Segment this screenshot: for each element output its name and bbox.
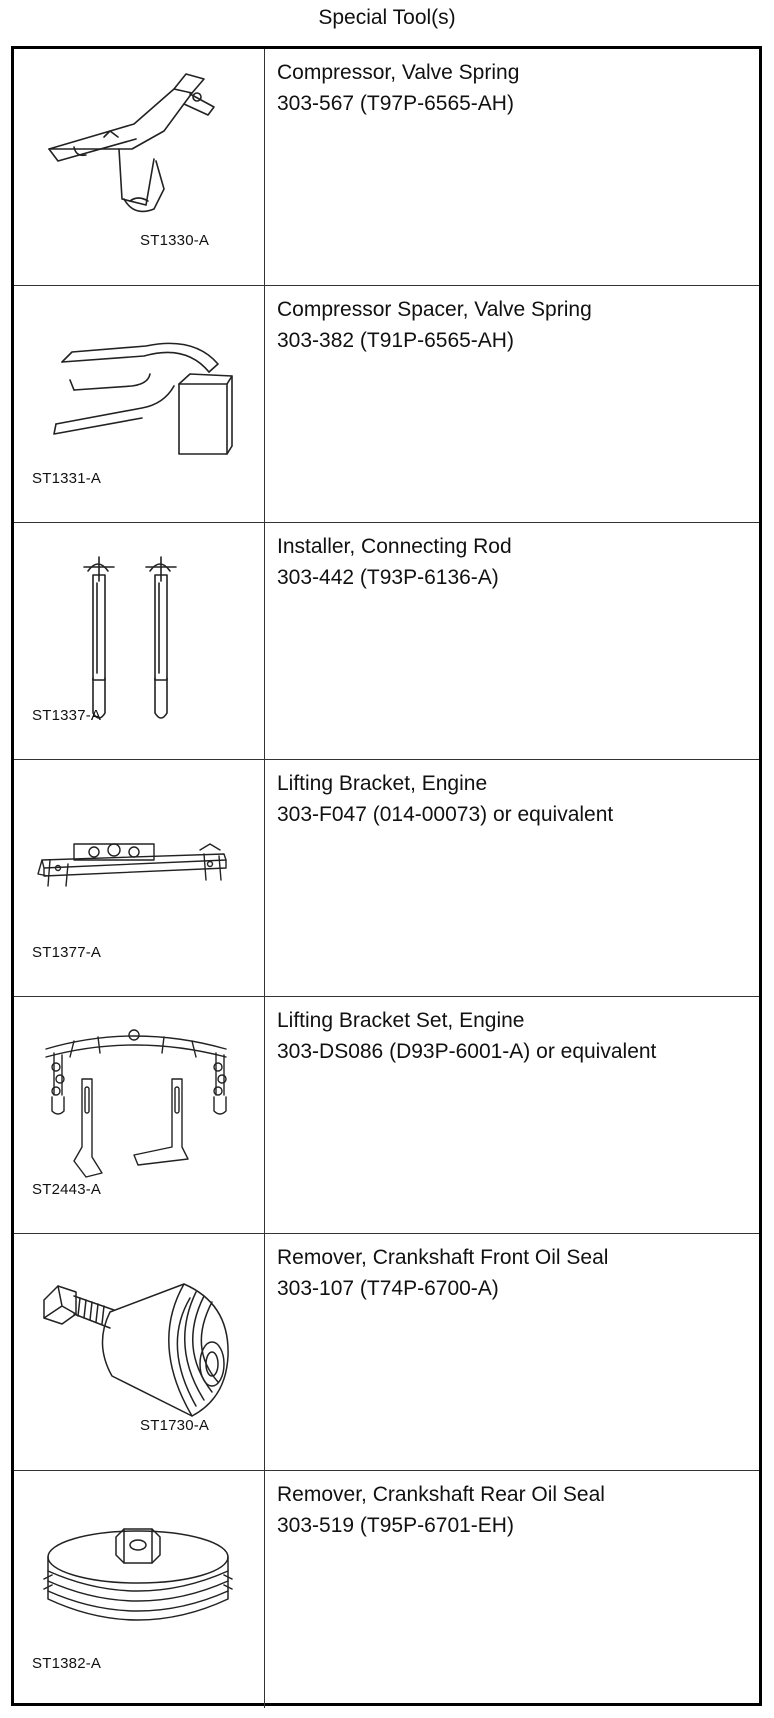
table-row (14, 760, 759, 997)
connecting-rod-installer-illustration (14, 523, 265, 760)
tool-image-code: ST1331-A (32, 470, 102, 487)
tool-description (277, 294, 757, 356)
tool-name: Installer, Connecting Rod (277, 535, 512, 558)
tool-part-number: 303-519 (T95P-6701-EH) (277, 1514, 514, 1537)
valve-spring-compressor-illustration (14, 49, 265, 286)
tool-part-number: 303-107 (T74P-6700-A) (277, 1277, 499, 1300)
table-row (14, 1234, 759, 1471)
tool-image-code: ST1377-A (32, 944, 102, 961)
tool-part-number: 303-F047 (014-00073) or equivalent (277, 803, 614, 826)
tool-name: Remover, Crankshaft Rear Oil Seal (277, 1483, 605, 1506)
engine-lifting-bracket-set-illustration (14, 997, 265, 1234)
tool-description (277, 1479, 757, 1541)
tool-part-number: 303-567 (T97P-6565-AH) (277, 92, 514, 115)
tool-image-cell (14, 1471, 265, 1708)
page-title: Special Tool(s) (318, 6, 456, 29)
tool-image-cell (14, 760, 265, 996)
tool-part-number: 303-442 (T93P-6136-A) (277, 566, 499, 589)
crankshaft-rear-seal-remover-illustration (14, 1471, 265, 1709)
tool-image-code: ST1330-A (140, 232, 210, 249)
tool-image-code: ST1730-A (140, 1417, 210, 1434)
tool-image-code: ST1337-A (32, 707, 102, 724)
tool-description (277, 57, 757, 119)
tool-image-cell (14, 997, 265, 1233)
table-row (14, 523, 759, 760)
tool-description (277, 531, 757, 593)
tool-name: Compressor, Valve Spring (277, 61, 520, 84)
tool-name: Remover, Crankshaft Front Oil Seal (277, 1246, 609, 1269)
special-tools-table (11, 46, 762, 1706)
tool-description (277, 768, 757, 830)
valve-spring-compressor-spacer-illustration (14, 286, 265, 523)
crankshaft-front-seal-remover-illustration (14, 1234, 265, 1471)
table-row (14, 997, 759, 1234)
tool-image-cell (14, 523, 265, 759)
engine-lifting-bracket-illustration (14, 760, 265, 997)
tool-image-code: ST1382-A (32, 1655, 102, 1672)
table-row (14, 1471, 759, 1708)
tool-image-code: ST2443-A (32, 1181, 102, 1198)
tool-image-cell (14, 286, 265, 522)
tool-name: Compressor Spacer, Valve Spring (277, 298, 592, 321)
tool-part-number: 303-DS086 (D93P-6001-A) or equivalent (277, 1040, 657, 1063)
tool-description (277, 1005, 757, 1067)
tool-image-cell (14, 1234, 265, 1470)
tool-description (277, 1242, 757, 1304)
tool-image-cell (14, 49, 265, 285)
tool-part-number: 303-382 (T91P-6565-AH) (277, 329, 514, 352)
tool-name: Lifting Bracket Set, Engine (277, 1009, 525, 1032)
tool-name: Lifting Bracket, Engine (277, 772, 488, 795)
table-row (14, 286, 759, 523)
table-row (14, 49, 759, 286)
